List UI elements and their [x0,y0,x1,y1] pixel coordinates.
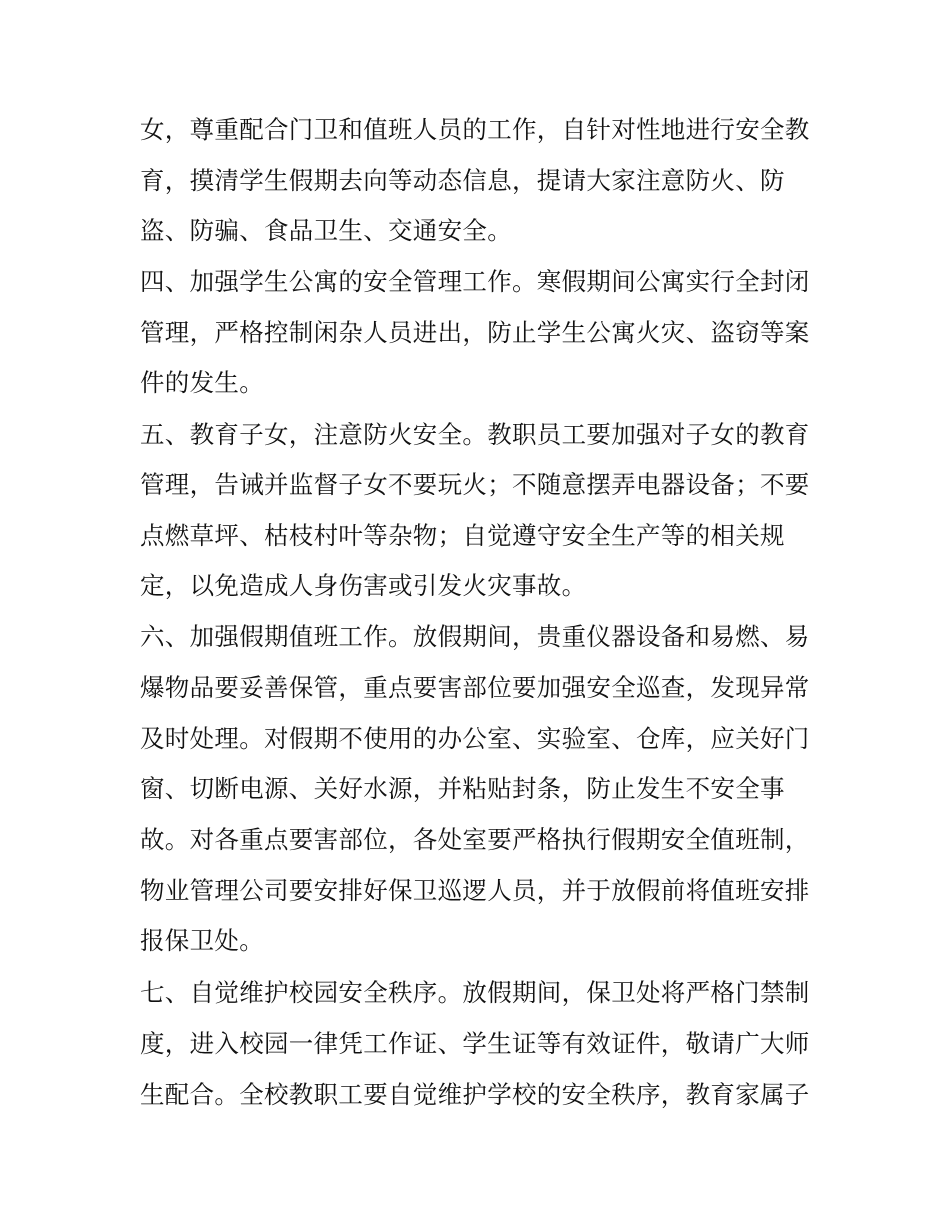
text-line: 物业管理公司要安排好保卫巡逻人员，并于放假前将值班安排 [140,876,810,905]
text-line: 六、加强假期值班工作。放假期间，贵重仪器设备和易燃、易 [140,622,810,651]
text-line: 七、自觉维护校园安全秩序。放假期间，保卫处将严格门禁制 [140,978,810,1007]
text-line: 五、教育子女，注意防火安全。教职员工要加强对子女的教育 [140,420,810,449]
text-line: 报保卫处。 [140,926,264,955]
text-line: 定，以免造成人身伤害或引发火灾事故。 [140,571,587,600]
text-line: 女，尊重配合门卫和值班人员的工作，自针对性地进行安全教 [140,115,810,144]
text-line: 及时处理。对假期不使用的办公室、实验室、仓库，应关好门 [140,724,810,753]
text-line: 管理，告诫并监督子女不要玩火；不随意摆弄电器设备；不要 [140,470,810,499]
text-line: 育，摸清学生假期去向等动态信息，提请大家注意防火、防 [140,166,785,195]
text-line: 爆物品要妥善保管，重点要害部位要加强安全巡查，发现异常 [140,673,810,702]
text-line: 四、加强学生公寓的安全管理工作。寒假期间公寓实行全封闭 [140,267,810,296]
text-line: 窗、切断电源、关好水源，并粘贴封条，防止发生不安全事 [140,774,785,803]
text-line: 度，进入校园一律凭工作证、学生证等有效证件，敬请广大师 [140,1029,810,1058]
text-line: 件的发生。 [140,368,264,397]
text-line: 点燃草坪、枯枝村叶等杂物；自觉遵守安全生产等的相关规 [140,521,785,550]
text-line: 管理，严格控制闲杂人员进出，防止学生公寓火灾、盗窃等案 [140,318,810,347]
text-line: 故。对各重点要害部位，各处室要严格执行假期安全值班制， [140,825,810,854]
text-line: 盗、防骗、食品卫生、交通安全。 [140,216,512,245]
text-line: 生配合。全校教职工要自觉维护学校的安全秩序，教育家属子 [140,1080,810,1109]
